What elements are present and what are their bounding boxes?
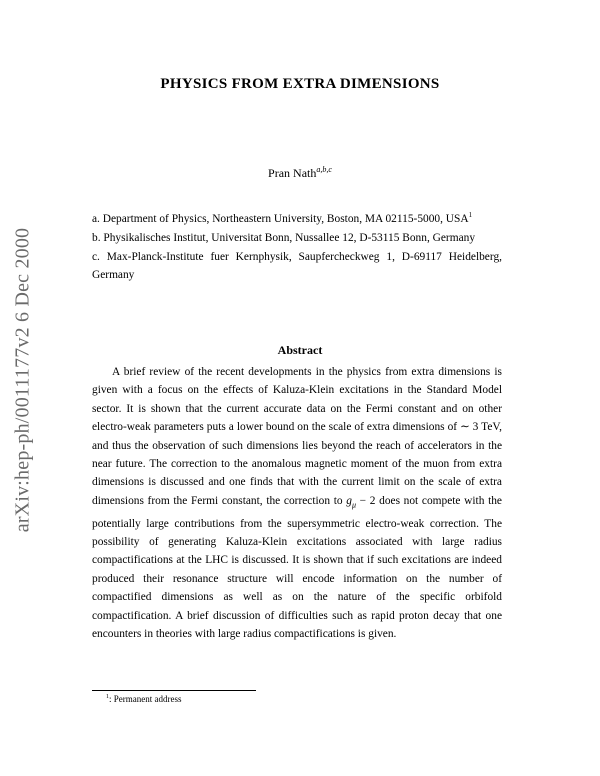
affiliations bbox=[92, 206, 502, 285]
abstract-body bbox=[92, 363, 502, 643]
gmu-tail: − 2 bbox=[355, 494, 376, 507]
abstract-text-part1: A brief review of the recent developments in the physics from extra dimensions is given with a focus on the effects of Kaluza-Klein excitations in the Standard Model sector. It is shown that the current accurate data on the Fermi constant and on other electro-weak parameters puts a lower bound on the scale of extra dimensions of ∼ 3 TeV, and thus the observation of such dimensions lies beyond the reach of accelerators in the near future. The correction to the anomalous magnetic moment of the muon from extra dimensions is discussed and one finds that with the current limit on the scale of extra dimensions from the Fermi constant, the correction to bbox=[92, 366, 502, 507]
gmu-base: g bbox=[346, 494, 352, 507]
abstract-heading: Abstract bbox=[277, 343, 323, 357]
footnote-divider bbox=[92, 690, 256, 691]
arxiv-sidebar bbox=[6, 210, 40, 550]
affiliation-a bbox=[92, 206, 502, 228]
author-line bbox=[0, 165, 600, 181]
affiliation-a-text: a. Department of Physics, Northeastern University, Boston, MA 02115-5000, USA bbox=[92, 212, 469, 225]
affiliation-c-text: c. Max-Planck-Institute fuer Kernphysik, Saupfercheckweg 1, D-69117 Heidelberg, Germany bbox=[92, 250, 502, 281]
author-name: Pran Nath bbox=[268, 166, 317, 180]
affiliation-c bbox=[92, 248, 502, 284]
footnote-text: : Permanent address bbox=[109, 694, 182, 704]
gmu-subscript: μ bbox=[351, 500, 356, 510]
affiliation-b bbox=[92, 229, 502, 247]
affiliation-b-text: b. Physikalisches Institut, Universitat Bonn, Nussallee 12, D-53115 Bonn, Germany bbox=[92, 231, 476, 244]
footnote-mark: 1 bbox=[106, 694, 109, 700]
author-affiliation-marks: a,b,c bbox=[316, 165, 332, 174]
gmu-symbol bbox=[346, 494, 356, 510]
footnote bbox=[106, 694, 181, 704]
paper-title: PHYSICS FROM EXTRA DIMENSIONS bbox=[160, 76, 440, 92]
abstract-text-part2: does not compete with the potentially large contributions from the supersymmetric electro-weak correction. The possibility of generating Kaluza-Klein excitations associated with large radius compactifications at the LHC is discussed. It is shown that if such excitations are indeed produced their resonance structure will encode information on the number of compactified dimensions as well as on the nature of the specific orbifold compactification. A brief discussion of difficulties such as rapid proton decay that one encounters in theories with large radius compactifications is given. bbox=[92, 494, 502, 640]
arxiv-identifier: arXiv:hep-ph/0011177v2 6 Dec 2000 bbox=[11, 227, 34, 533]
affiliation-a-footnote-mark: 1 bbox=[468, 211, 473, 219]
